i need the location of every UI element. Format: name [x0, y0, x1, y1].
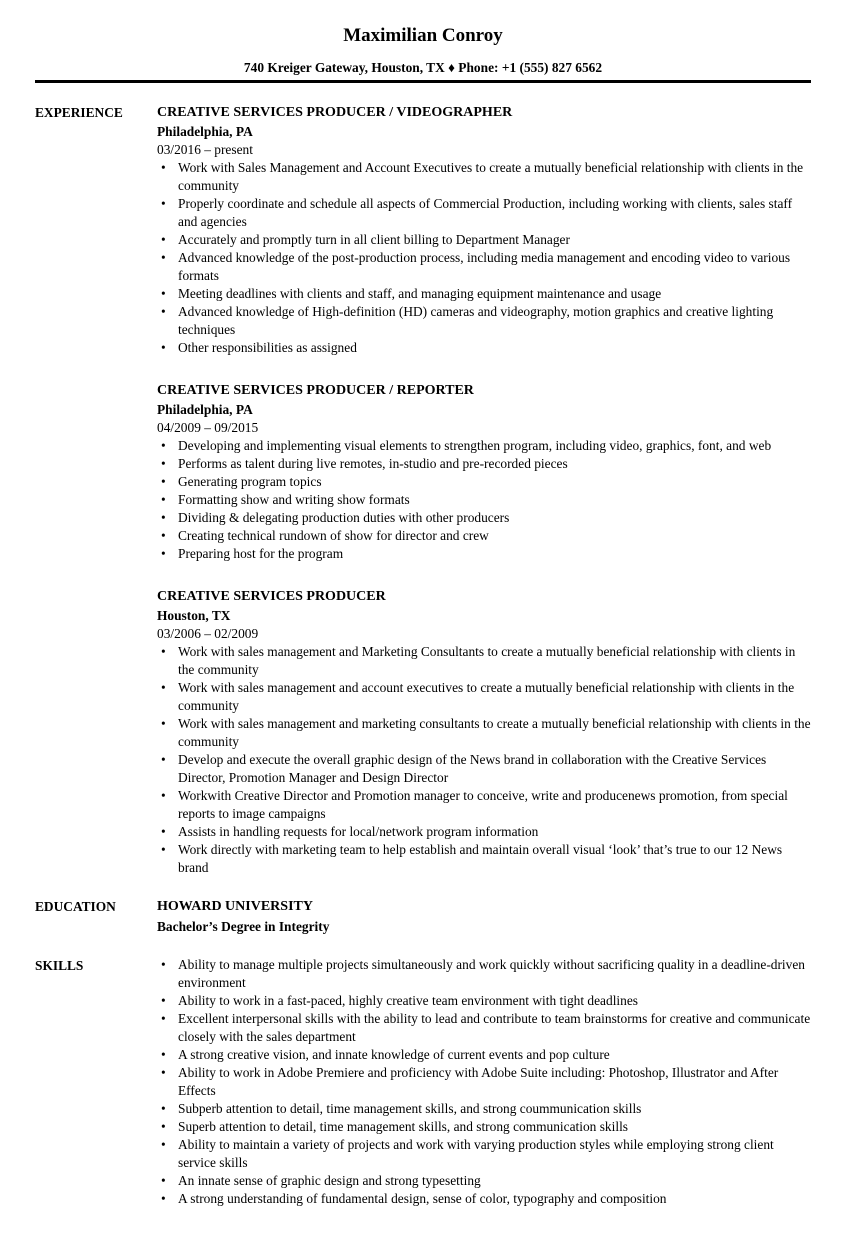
job-bullet-item: • Work with sales management and Marketing Consultants to create a mutually beneficial relationship with clients in the community [157, 643, 811, 679]
skill-bullet-item: • Ability to manage multiple projects simultaneously and work quickly without sacrificing quality in a deadline-driven environment [157, 956, 811, 992]
skill-bullet-item: • Superb attention to detail, time management skills, and strong communication skills [157, 1118, 811, 1136]
experience-content [157, 103, 811, 877]
education-section-label: EDUCATION [35, 898, 116, 914]
job-title: CREATIVE SERVICES PRODUCER [157, 588, 386, 604]
job-bullet-item: • Meeting deadlines with clients and staff, and managing equipment maintenance and usage [157, 285, 811, 303]
job-bullet-item: • Work with Sales Management and Account Executives to create a mutually beneficial relationship with clients in the community [157, 159, 811, 195]
skills-content [157, 956, 811, 1208]
job-title: CREATIVE SERVICES PRODUCER / REPORTER [157, 382, 474, 398]
job-location: Houston, TX [157, 607, 231, 623]
job-bullet-item: • Formatting show and writing show formats [157, 491, 811, 509]
job-bullet-item: • Generating program topics [157, 473, 811, 491]
job-location: Philadelphia, PA [157, 401, 253, 417]
job-dates: 03/2006 – 02/2009 [157, 625, 259, 641]
job-list [157, 103, 811, 877]
skill-bullet-item: • A strong understanding of fundamental design, sense of color, typography and composition [157, 1190, 811, 1208]
job-dates: 04/2009 – 09/2015 [157, 419, 259, 435]
job-bullet-item: • Advanced knowledge of the post-production process, including media management and encoding video to various formats [157, 249, 811, 285]
job-bullet-item: • Work with sales management and account executives to create a mutually beneficial relationship with clients in the community [157, 679, 811, 715]
contact-line: 740 Kreiger Gateway, Houston, TX ♦ Phone: +1 (555) 827 6562 [243, 60, 603, 75]
job-bullet-item: • Advanced knowledge of High-definition (HD) cameras and videography, motion graphics and creative lighting techniques [157, 303, 811, 339]
job-location: Philadelphia, PA [157, 123, 253, 139]
education-section [35, 897, 811, 936]
job-bullet-list [157, 437, 811, 563]
skill-bullet-item: • Subperb attention to detail, time management skills, and strong coummunication skills [157, 1100, 811, 1118]
candidate-name: Maximilian Conroy [343, 25, 503, 46]
job-bullet-item: • Properly coordinate and schedule all aspects of Commercial Production, including working with clients, sales staff and agencies [157, 195, 811, 231]
job-bullet-item: • Work directly with marketing team to help establish and maintain overall visual ‘look’ that’s true to our 12 News brand [157, 841, 811, 877]
job-bullet-list [157, 643, 811, 877]
experience-section-label: EXPERIENCE [35, 104, 123, 120]
job-bullet-item: • Dividing & delegating production duties with other producers [157, 509, 811, 527]
job-bullet-item: • Preparing host for the program [157, 545, 811, 563]
education-degree: Bachelor’s Degree in Integrity [157, 918, 330, 934]
job-bullet-item: • Creating technical rundown of show for director and crew [157, 527, 811, 545]
skills-section [35, 956, 811, 1208]
skills-section-label: SKILLS [35, 957, 84, 973]
job-entry [157, 103, 811, 357]
job-title: CREATIVE SERVICES PRODUCER / VIDEOGRAPHER [157, 104, 513, 120]
job-dates: 03/2016 – present [157, 141, 253, 157]
skill-bullet-item: • Ability to work in a fast-paced, highly creative team environment with tight deadlines [157, 992, 811, 1010]
job-bullet-list [157, 159, 811, 357]
job-bullet-item: • Workwith Creative Director and Promotion manager to conceive, write and producenews promotion, from special reports to image campaigns [157, 787, 811, 823]
skill-bullet-item: • A strong creative vision, and innate knowledge of current events and pop culture [157, 1046, 811, 1064]
skill-bullet-item: • Ability to maintain a variety of projects and work with varying production styles while employing strong client service skills [157, 1136, 811, 1172]
job-bullet-item: • Accurately and promptly turn in all client billing to Department Manager [157, 231, 811, 249]
skill-bullet-item: • Excellent interpersonal skills with the ability to lead and contribute to team brainstorms for creative and communicate closely with the sales department [157, 1010, 811, 1046]
job-bullet-item: • Developing and implementing visual elements to strengthen program, including video, graphics, font, and web [157, 437, 811, 455]
experience-section [35, 103, 811, 877]
skill-bullet-item: • An innate sense of graphic design and strong typesetting [157, 1172, 811, 1190]
job-entry [157, 381, 811, 563]
resume-header [35, 26, 811, 83]
education-school: HOWARD UNIVERSITY [157, 898, 313, 914]
header-divider [35, 80, 811, 83]
skill-bullet-item: • Ability to work in Adobe Premiere and proficiency with Adobe Suite including: Photoshop, Illustrator and After Effects [157, 1064, 811, 1100]
job-bullet-item: • Assists in handling requests for local/network program information [157, 823, 811, 841]
job-entry [157, 587, 811, 877]
job-bullet-item: • Develop and execute the overall graphic design of the News brand in collaboration with the Creative Services Director, Promotion Manager and Design Director [157, 751, 811, 787]
job-bullet-item: • Work with sales management and marketing consultants to create a mutually beneficial relationship with clients in the community [157, 715, 811, 751]
skills-bullet-list [157, 956, 811, 1208]
job-bullet-item: • Performs as talent during live remotes, in-studio and pre-recorded pieces [157, 455, 811, 473]
job-bullet-item: • Other responsibilities as assigned [157, 339, 811, 357]
education-content [157, 897, 811, 936]
